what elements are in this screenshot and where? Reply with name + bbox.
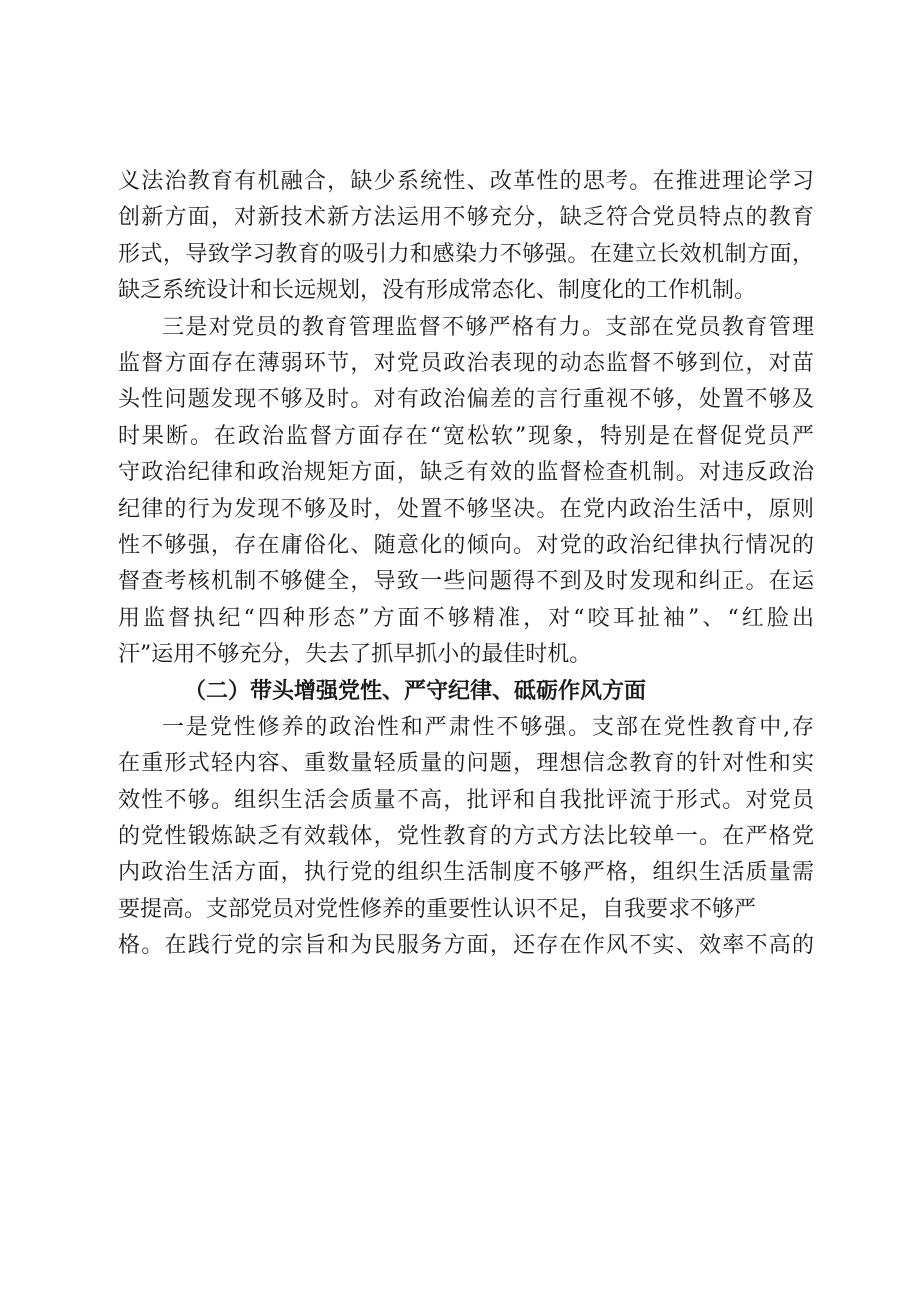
text-line: 用监督执纪“四种形态”方面不够精准，对“咬耳扯袖”、“红脸出 bbox=[118, 605, 814, 631]
document-body bbox=[118, 164, 814, 965]
text-line: 创新方面，对新技术新方法运用不够充分，缺乏符合党员特点的教育 bbox=[118, 205, 814, 231]
paragraph-start-line: 一是党性修养的政治性和严肃性不够强。支部在党性教育中,存 bbox=[162, 714, 814, 740]
text-line: 形式，导致学习教育的吸引力和感染力不够强。在建立长效机制方面， bbox=[118, 241, 814, 267]
text-line: 守政治纪律和政治规矩方面，缺乏有效的监督检查机制。对违反政治 bbox=[118, 460, 814, 486]
text-line: 性不够强，存在庸俗化、随意化的倾向。对党的政治纪律执行情况的 bbox=[118, 532, 814, 558]
text-line: 格。在践行党的宗旨和为民服务方面，还存在作风不实、效率不高的 bbox=[118, 933, 814, 959]
paragraph-start-line: 三是对党员的教育管理监督不够严格有力。支部在党员教育管理 bbox=[162, 314, 814, 340]
text-line: 时果断。在政治监督方面存在“宽松软”现象，特别是在督促党员严 bbox=[118, 423, 814, 449]
text-line: 义法治教育有机融合，缺少系统性、改革性的思考。在推进理论学习 bbox=[118, 169, 814, 194]
text-line: 汗”运用不够充分，失去了抓早抓小的最佳时机。 bbox=[118, 642, 592, 668]
text-line: 在重形式轻内容、重数量轻质量的问题，理想信念教育的针对性和实 bbox=[118, 751, 814, 777]
text-line: 缺乏系统设计和长远规划，没有形成常态化、制度化的工作机制。 bbox=[118, 278, 757, 304]
text-line: 督查考核机制不够健全，导致一些问题得不到及时发现和纠正。在运 bbox=[118, 569, 814, 595]
section-heading: （二）带头增强党性、严守纪律、砥砺作风方面 bbox=[184, 678, 647, 705]
text-line: 要提高。支部党员对党性修养的重要性认识不足，自我要求不够严 bbox=[118, 896, 757, 922]
text-line: 监督方面存在薄弱环节，对党员政治表现的动态监督不够到位，对苗 bbox=[118, 350, 814, 376]
text-line: 效性不够。组织生活会质量不高，批评和自我批评流于形式。对党员 bbox=[118, 787, 814, 813]
text-line: 的党性锻炼缺乏有效载体，党性教育的方式方法比较单一。在严格党 bbox=[118, 824, 814, 850]
text-line: 纪律的行为发现不够及时，处置不够坚决。在党内政治生活中，原则 bbox=[118, 496, 814, 522]
text-line: 内政治生活方面，执行党的组织生活制度不够严格，组织生活质量需 bbox=[118, 860, 814, 886]
text-line: 头性问题发现不够及时。对有政治偏差的言行重视不够，处置不够及 bbox=[118, 387, 814, 413]
